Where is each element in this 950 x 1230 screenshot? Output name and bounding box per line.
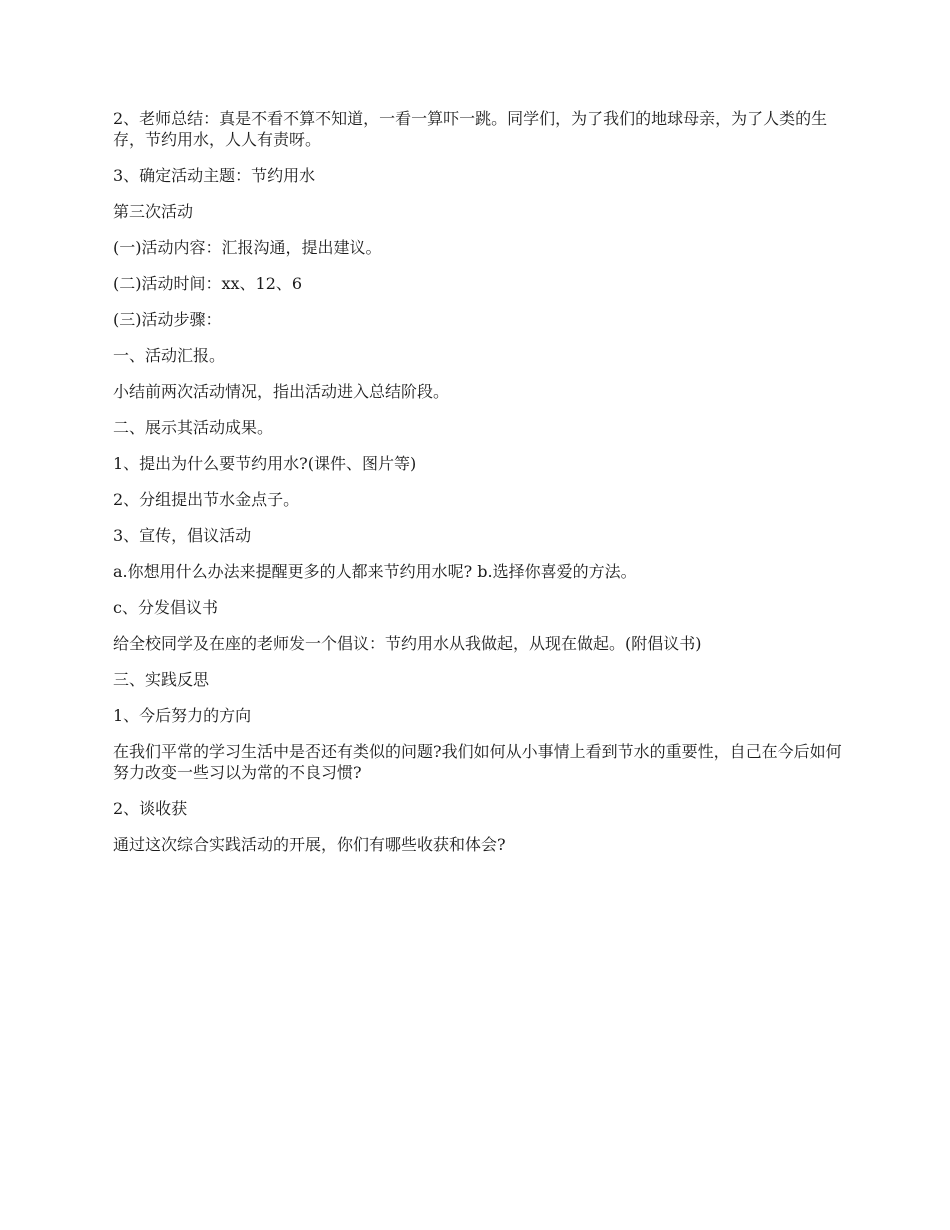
- paragraph-step-showcase: 二、展示其活动成果。: [113, 418, 274, 437]
- document-body: [113, 108, 843, 870]
- paragraph-gains-question: 通过这次综合实践活动的开展，你们有哪些收获和体会?: [113, 835, 506, 854]
- paragraph-group-ideas: 2、分组提出节水金点子。: [113, 490, 300, 509]
- paragraph-future-direction: 1、今后努力的方向: [113, 706, 252, 725]
- paragraph-promotion: 3、宣传，倡议活动: [113, 526, 252, 545]
- paragraph-activity-time: (二)活动时间：xx、12、6: [113, 274, 303, 293]
- paragraph-step-report: 一、活动汇报。: [113, 346, 226, 365]
- paragraph-third-activity-heading: 第三次活动: [113, 202, 194, 221]
- paragraph-activity-steps: (三)活动步骤：: [113, 310, 222, 329]
- paragraph-activity-content: (一)活动内容：汇报沟通，提出建议。: [113, 238, 382, 257]
- paragraph-activity-theme: 3、确定活动主题：节约用水: [113, 166, 316, 185]
- paragraph-report-summary: 小结前两次活动情况，指出活动进入总结阶段。: [113, 382, 450, 401]
- paragraph-step-reflection: 三、实践反思: [113, 670, 210, 689]
- paragraph-gains-heading: 2、谈收获: [113, 799, 188, 818]
- paragraph-promotion-methods: a.你想用什么办法来提醒更多的人都来节约用水呢? b.选择你喜爱的方法。: [113, 562, 637, 581]
- paragraph-proposal-text: 给全校同学及在座的老师发一个倡议：节约用水从我做起，从现在做起。(附倡议书): [113, 634, 702, 653]
- paragraph-distribute-proposal: c、分发倡议书: [113, 598, 218, 617]
- paragraph-teacher-summary: 2、老师总结：真是不看不算不知道，一看一算吓一跳。同学们，为了我们的地球母亲，为了人类的生存，节约用水，人人有责呀。: [113, 109, 828, 149]
- paragraph-reflection-question: 在我们平常的学习生活中是否还有类似的问题?我们如何从小事情上看到节水的重要性，自己在今后如何努力改变一些习以为常的不良习惯?: [113, 742, 842, 782]
- paragraph-why-save-water: 1、提出为什么要节约用水?(课件、图片等): [113, 454, 417, 473]
